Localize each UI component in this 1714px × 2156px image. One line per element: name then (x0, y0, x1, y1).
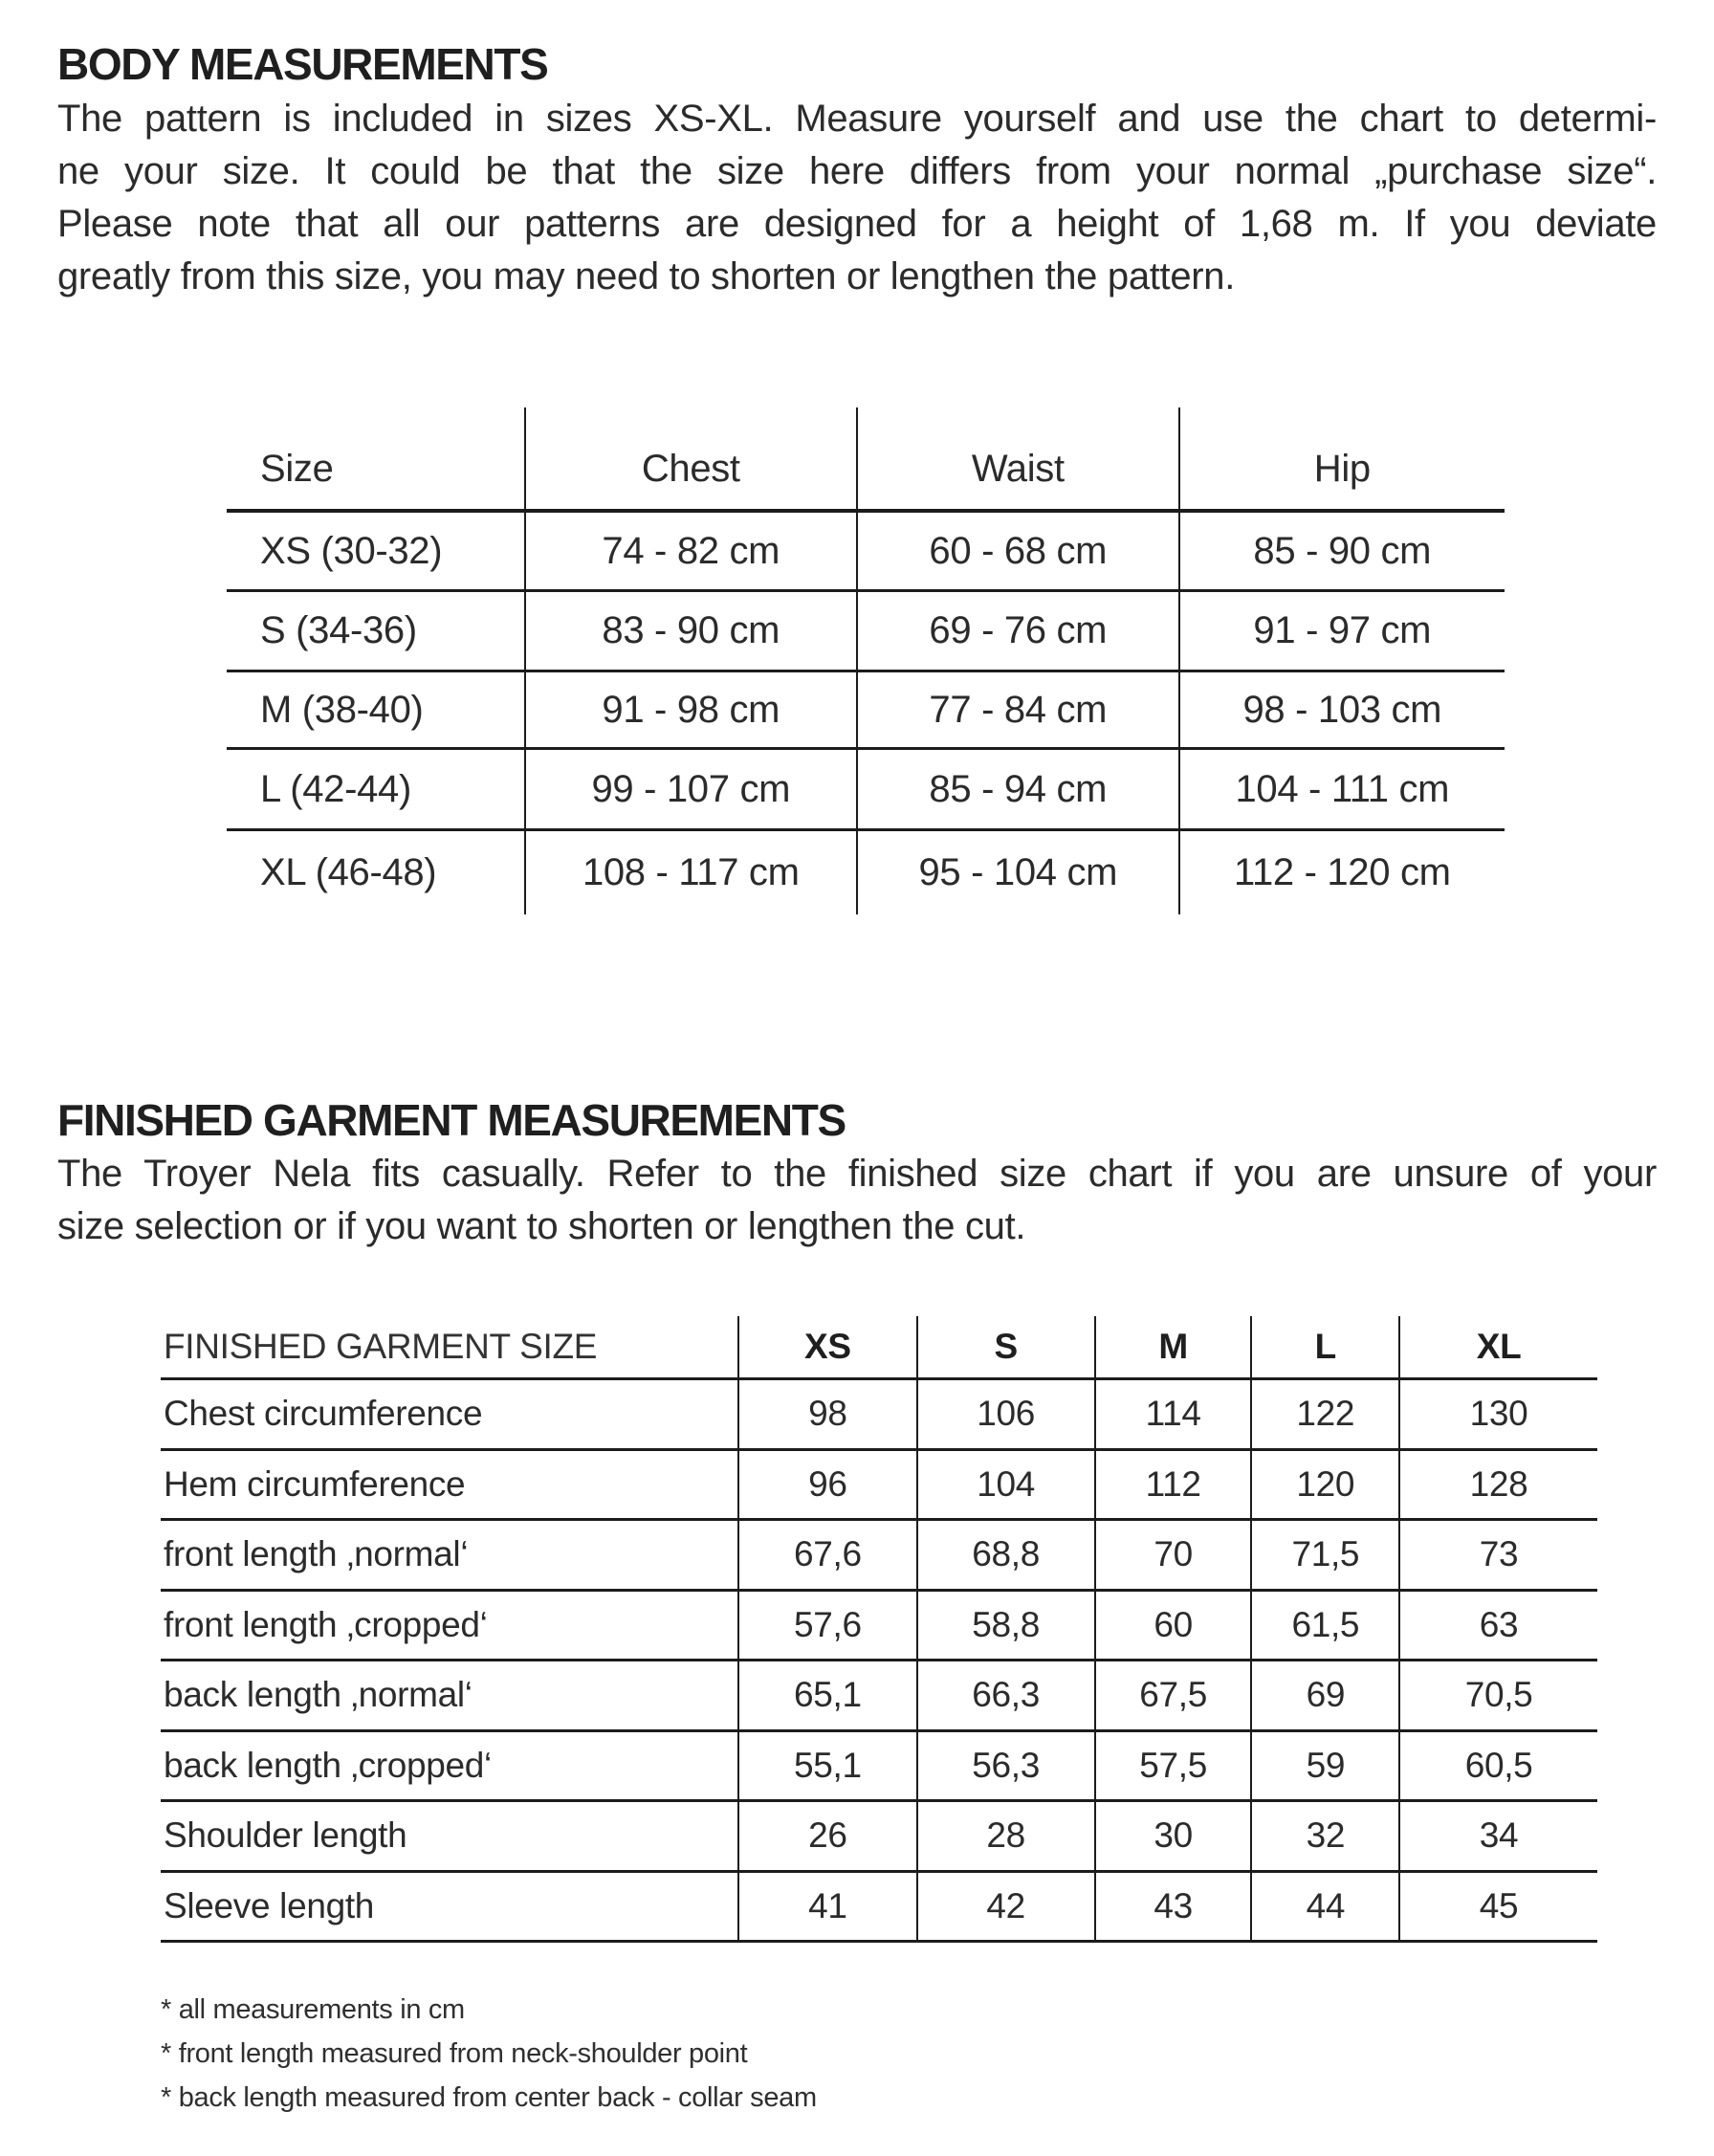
hip-cell: 85 - 90 cm (1253, 529, 1432, 572)
column-header-garment-size: FINISHED GARMENT SIZE (161, 1316, 739, 1377)
waist-cell: 95 - 104 cm (858, 831, 1180, 914)
table-header-row (161, 1316, 1597, 1380)
table-row-front-length-normal (161, 1521, 1597, 1592)
row-label: front length ‚cropped‘ (161, 1592, 739, 1660)
value-cell: 104 (918, 1451, 1096, 1519)
value-cell: 32 (1252, 1802, 1400, 1870)
value-cell: 63 (1479, 1604, 1519, 1644)
value-cell: 73 (1479, 1534, 1519, 1574)
column-header-m: M (1096, 1316, 1253, 1377)
value-cell: 128 (1469, 1463, 1528, 1504)
value-cell: 70 (1096, 1521, 1253, 1589)
table-row-shoulder-length (161, 1802, 1597, 1873)
finished-garment-intro (57, 1148, 1657, 1253)
column-header-xs: XS (739, 1316, 917, 1377)
size-cell: L (42-44) (227, 750, 526, 828)
value-cell: 61,5 (1252, 1592, 1400, 1660)
hip-cell: 91 - 97 cm (1253, 609, 1432, 651)
value-cell: 98 (739, 1380, 917, 1448)
value-cell: 58,8 (918, 1592, 1096, 1660)
row-label: Shoulder length (161, 1802, 739, 1870)
table-row-xs (227, 513, 1505, 592)
table-row-back-length-cropped (161, 1732, 1597, 1803)
row-label: front length ‚normal‘ (161, 1521, 739, 1589)
value-cell: 67,5 (1096, 1661, 1253, 1729)
column-header-hip: Hip (1313, 447, 1371, 490)
value-cell: 26 (739, 1802, 917, 1870)
value-cell: 67,6 (739, 1521, 917, 1589)
table-row-xl (227, 831, 1505, 914)
value-cell: 60,5 (1464, 1745, 1533, 1785)
chest-cell: 91 - 98 cm (526, 672, 858, 747)
value-cell: 56,3 (918, 1732, 1096, 1800)
paragraph-line: greatly from this size, you may need to shorten or lengthen the pattern. (57, 255, 1235, 297)
value-cell: 55,1 (739, 1732, 917, 1800)
waist-cell: 85 - 94 cm (858, 750, 1180, 828)
column-header-s: S (918, 1316, 1096, 1377)
body-measurements-heading: BODY MEASUREMENTS (57, 39, 548, 89)
paragraph-line: The Troyer Nela fits casually. Refer to the finished size chart if you are unsure of your (57, 1153, 1657, 1195)
paragraph-line: size selection or if you want to shorten or lengthen the cut. (57, 1205, 1026, 1247)
footnotes (161, 1988, 817, 2120)
value-cell: 122 (1252, 1380, 1400, 1448)
value-cell: 57,6 (739, 1592, 917, 1660)
chest-cell: 74 - 82 cm (526, 513, 858, 589)
row-label: back length ‚cropped‘ (161, 1732, 739, 1800)
value-cell: 70,5 (1464, 1675, 1533, 1715)
paragraph-line: ne your size. It could be that the size here differs from your normal „purchase size“. (57, 150, 1657, 192)
size-cell: XS (30-32) (227, 513, 526, 589)
waist-cell: 60 - 68 cm (858, 513, 1180, 589)
value-cell: 71,5 (1252, 1521, 1400, 1589)
row-label: Chest circumference (161, 1380, 739, 1448)
hip-cell: 104 - 111 cm (1235, 767, 1450, 810)
table-row-front-length-cropped (161, 1592, 1597, 1662)
value-cell: 41 (739, 1873, 917, 1941)
value-cell: 96 (739, 1451, 917, 1519)
value-cell: 114 (1096, 1380, 1253, 1448)
table-row-back-length-normal (161, 1661, 1597, 1732)
value-cell: 106 (918, 1380, 1096, 1448)
footnote-line: * back length measured from center back - collar seam (161, 2082, 817, 2113)
hip-cell: 98 - 103 cm (1242, 688, 1442, 731)
value-cell: 43 (1096, 1873, 1253, 1941)
size-cell: M (38-40) (227, 672, 526, 747)
chest-cell: 99 - 107 cm (526, 750, 858, 828)
paragraph-line: The pattern is included in sizes XS-XL. Measure yourself and use the chart to determi- (57, 98, 1657, 140)
waist-cell: 77 - 84 cm (858, 672, 1180, 747)
finished-garment-table (161, 1316, 1597, 1943)
value-cell: 68,8 (918, 1521, 1096, 1589)
finished-garment-heading: FINISHED GARMENT MEASUREMENTS (57, 1095, 846, 1145)
table-header-row (227, 407, 1505, 513)
value-cell: 65,1 (739, 1661, 917, 1729)
table-row-s (227, 592, 1505, 672)
column-header-chest: Chest (526, 407, 858, 509)
column-header-waist: Waist (858, 407, 1180, 509)
value-cell: 34 (1479, 1815, 1519, 1856)
table-row-chest-circumference (161, 1380, 1597, 1451)
value-cell: 42 (918, 1873, 1096, 1941)
value-cell: 30 (1096, 1802, 1253, 1870)
hip-cell: 112 - 120 cm (1233, 851, 1451, 893)
value-cell: 28 (918, 1802, 1096, 1870)
table-row-m (227, 672, 1505, 750)
footnote-line: * front length measured from neck-shoulder point (161, 2038, 748, 2069)
row-label: Sleeve length (161, 1873, 739, 1941)
size-cell: S (34-36) (227, 592, 526, 670)
value-cell: 120 (1252, 1451, 1400, 1519)
paragraph-line: Please note that all our patterns are designed for a height of 1,68 m. If you deviate (57, 203, 1657, 245)
value-cell: 130 (1469, 1394, 1528, 1434)
value-cell: 66,3 (918, 1661, 1096, 1729)
column-header-xl: XL (1476, 1327, 1522, 1366)
footnote-line: * all measurements in cm (161, 1994, 465, 2025)
row-label: back length ‚normal‘ (161, 1661, 739, 1729)
value-cell: 44 (1252, 1873, 1400, 1941)
value-cell: 112 (1096, 1451, 1253, 1519)
column-header-size: Size (227, 407, 526, 509)
row-label: Hem circumference (161, 1451, 739, 1519)
value-cell: 57,5 (1096, 1732, 1253, 1800)
value-cell: 45 (1479, 1885, 1519, 1925)
size-cell: XL (46-48) (227, 831, 526, 914)
value-cell: 59 (1252, 1732, 1400, 1800)
body-measurements-table (227, 407, 1505, 914)
waist-cell: 69 - 76 cm (858, 592, 1180, 670)
chest-cell: 108 - 117 cm (526, 831, 858, 914)
value-cell: 69 (1252, 1661, 1400, 1729)
chest-cell: 83 - 90 cm (526, 592, 858, 670)
table-row-l (227, 750, 1505, 831)
value-cell: 60 (1096, 1592, 1253, 1660)
body-measurements-intro (57, 93, 1657, 303)
table-row-sleeve-length (161, 1873, 1597, 1944)
column-header-l: L (1252, 1316, 1400, 1377)
table-row-hem-circumference (161, 1451, 1597, 1522)
